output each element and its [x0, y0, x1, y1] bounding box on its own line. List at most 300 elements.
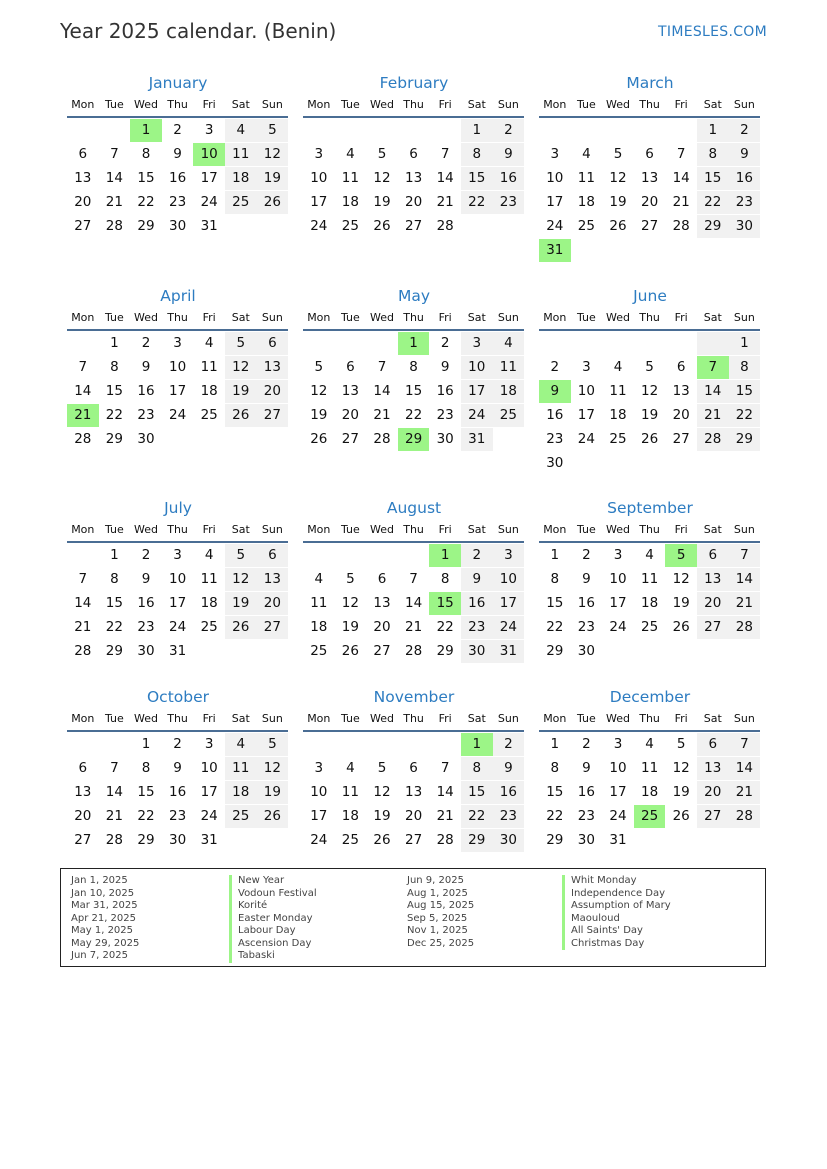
- day-cell: 22: [137, 808, 155, 824]
- day-cell: 24: [168, 407, 187, 423]
- legend-date: Aug 1, 2025: [407, 887, 468, 899]
- day-cell: 17: [461, 380, 493, 403]
- day-cell: 23: [137, 407, 155, 423]
- day-cell: 12: [373, 784, 391, 800]
- day-cell: 6: [697, 733, 729, 756]
- weekday-header: Fri: [193, 94, 225, 118]
- weekday-header: Tue: [99, 519, 131, 543]
- day-cell: 31: [200, 218, 218, 234]
- holiday-legend: [60, 868, 766, 967]
- day-cell: 19: [257, 781, 289, 804]
- day-cell: 26: [257, 805, 289, 828]
- day-cell: 26: [640, 431, 659, 447]
- day-cell: 7: [78, 571, 88, 587]
- day-cell: 6: [257, 544, 289, 567]
- day-cell: 9: [141, 359, 151, 375]
- day-cell: 30: [493, 829, 525, 852]
- day-cell: 23: [577, 808, 595, 824]
- day-cell: 5: [225, 332, 257, 355]
- day-cell: 9: [582, 571, 591, 587]
- empty-day-cell: [429, 119, 461, 142]
- day-cell: 16: [168, 170, 187, 186]
- month-grid: [303, 307, 525, 451]
- day-cell: 29: [137, 218, 155, 234]
- day-cell: 11: [341, 170, 359, 186]
- legend-names-col-1: [229, 875, 317, 963]
- day-cell: 16: [729, 167, 761, 190]
- day-cell: 28: [105, 218, 123, 234]
- weekday-header: Thu: [162, 307, 194, 331]
- day-cell: 13: [74, 784, 92, 800]
- day-cell: 4: [225, 119, 257, 142]
- month-name: October: [146, 688, 210, 706]
- day-cell: 26: [257, 191, 289, 214]
- day-cell: 17: [609, 595, 627, 611]
- day-cell: 17: [546, 194, 564, 210]
- day-cell: 19: [225, 380, 257, 403]
- day-cell: 19: [341, 619, 359, 635]
- month-name: January: [148, 74, 208, 92]
- weekday-header: Wed: [130, 519, 162, 543]
- day-cell: 8: [409, 359, 418, 375]
- day-cell: 14: [74, 383, 92, 399]
- empty-day-cell: [571, 119, 603, 142]
- day-cell: 6: [377, 571, 387, 587]
- day-cell: 7: [110, 146, 119, 162]
- weekday-header: Sun: [729, 519, 761, 543]
- day-cell: 29: [697, 215, 729, 238]
- weekday-header: Sat: [225, 708, 257, 732]
- weekday-header: Sun: [257, 519, 289, 543]
- weekday-header: Mon: [539, 307, 571, 331]
- day-cell: 11: [200, 359, 218, 375]
- day-cell: 20: [697, 592, 729, 615]
- weekday-header: Fri: [665, 94, 697, 118]
- day-cell: 9: [440, 359, 450, 375]
- day-cell: 22: [461, 805, 493, 828]
- day-cell: 14: [105, 784, 123, 800]
- day-cell: 3: [582, 359, 591, 375]
- day-cell: 27: [257, 616, 289, 639]
- day-cell: 23: [137, 619, 155, 635]
- day-cell: 10: [546, 170, 564, 186]
- weekday-header: Tue: [571, 307, 603, 331]
- empty-day-cell: [366, 119, 398, 142]
- legend-holiday-name: Easter Monday: [229, 913, 317, 926]
- day-cell: 9: [493, 757, 525, 780]
- day-cell: 30: [461, 640, 493, 663]
- day-cell: 20: [257, 592, 289, 615]
- weekday-header: Sun: [493, 94, 525, 118]
- day-cell: 18: [341, 808, 359, 824]
- day-cell: 21: [105, 194, 123, 210]
- legend-holiday-name: New Year: [229, 875, 317, 888]
- day-cell: 23: [577, 619, 595, 635]
- day-cell: 24: [493, 616, 525, 639]
- day-cell: 13: [697, 568, 729, 591]
- month-name: September: [607, 499, 693, 517]
- day-cell: 26: [373, 832, 391, 848]
- day-cell: 15: [461, 167, 493, 190]
- month-grid: [539, 519, 761, 663]
- weekday-header: Mon: [303, 307, 335, 331]
- empty-day-cell: [67, 119, 99, 142]
- day-cell: 4: [493, 332, 525, 355]
- holiday-day-cell: 15: [429, 592, 461, 615]
- day-cell: 11: [341, 784, 359, 800]
- day-cell: 28: [105, 832, 123, 848]
- weekday-header: Thu: [162, 519, 194, 543]
- day-cell: 12: [640, 383, 659, 399]
- day-cell: 27: [640, 218, 659, 234]
- day-cell: 25: [577, 218, 595, 234]
- day-cell: 22: [546, 808, 564, 824]
- day-cell: 31: [200, 832, 218, 848]
- day-cell: 27: [257, 404, 289, 427]
- day-cell: 27: [404, 218, 423, 234]
- holiday-day-cell: 10: [193, 143, 225, 166]
- month-0: [67, 72, 289, 238]
- empty-day-cell: [634, 119, 666, 142]
- weekday-header: Tue: [99, 307, 131, 331]
- day-cell: 21: [404, 619, 423, 635]
- weekday-header: Wed: [366, 708, 398, 732]
- weekday-header: Wed: [130, 708, 162, 732]
- day-cell: 24: [168, 619, 187, 635]
- empty-day-cell: [303, 332, 335, 355]
- day-cell: 6: [676, 359, 686, 375]
- weekday-header: Fri: [429, 708, 461, 732]
- month-6: [67, 497, 289, 663]
- empty-day-cell: [398, 544, 430, 567]
- empty-day-cell: [67, 733, 99, 756]
- month-11: [539, 686, 761, 852]
- day-cell: 20: [257, 380, 289, 403]
- legend-date: Dec 25, 2025: [407, 937, 475, 949]
- day-cell: 25: [609, 431, 627, 447]
- day-cell: 6: [409, 760, 418, 776]
- day-cell: 6: [697, 544, 729, 567]
- day-cell: 3: [314, 146, 324, 162]
- day-cell: 18: [640, 784, 659, 800]
- day-cell: 10: [461, 356, 493, 379]
- day-cell: 12: [225, 356, 257, 379]
- day-cell: 6: [78, 146, 88, 162]
- day-cell: 9: [173, 146, 182, 162]
- day-cell: 29: [729, 428, 761, 451]
- day-cell: 26: [310, 431, 328, 447]
- day-cell: 14: [729, 568, 761, 591]
- month-8: [539, 497, 761, 663]
- day-cell: 14: [729, 757, 761, 780]
- day-cell: 25: [200, 407, 218, 423]
- empty-day-cell: [398, 119, 430, 142]
- day-cell: 3: [204, 736, 214, 752]
- legend-holiday-name: Labour Day: [229, 925, 317, 938]
- weekday-header: Sat: [225, 519, 257, 543]
- weekday-header: Thu: [162, 94, 194, 118]
- day-cell: 2: [582, 547, 591, 563]
- day-cell: 13: [257, 356, 289, 379]
- day-cell: 18: [310, 619, 328, 635]
- day-cell: 27: [74, 218, 92, 234]
- weekday-header: Sat: [461, 94, 493, 118]
- month-grid: [303, 94, 525, 238]
- day-cell: 21: [373, 407, 391, 423]
- weekday-header: Wed: [130, 94, 162, 118]
- day-cell: 4: [225, 733, 257, 756]
- weekday-header: Sat: [697, 94, 729, 118]
- day-cell: 11: [225, 757, 257, 780]
- month-grid: [539, 708, 761, 852]
- weekday-header: Sat: [225, 94, 257, 118]
- legend-date: Mar 31, 2025: [71, 900, 138, 911]
- day-cell: 17: [200, 784, 218, 800]
- day-cell: 13: [404, 784, 423, 800]
- weekday-header: Tue: [335, 519, 367, 543]
- empty-day-cell: [67, 544, 99, 567]
- day-cell: 24: [609, 808, 627, 824]
- month-name: July: [164, 499, 192, 517]
- weekday-header: Sun: [729, 94, 761, 118]
- legend-dates-col-2: [407, 875, 474, 950]
- day-cell: 8: [110, 571, 119, 587]
- empty-day-cell: [303, 733, 335, 756]
- month-name: April: [160, 287, 196, 305]
- weekday-header: Tue: [571, 94, 603, 118]
- day-cell: 5: [225, 544, 257, 567]
- day-cell: 30: [546, 455, 564, 471]
- weekday-header: Sat: [697, 519, 729, 543]
- day-cell: 10: [609, 571, 627, 587]
- day-cell: 25: [640, 619, 659, 635]
- weekday-header: Mon: [303, 94, 335, 118]
- day-cell: 4: [314, 571, 324, 587]
- day-cell: 7: [676, 146, 686, 162]
- day-cell: 30: [137, 431, 155, 447]
- day-cell: 25: [310, 643, 328, 659]
- day-cell: 17: [200, 170, 218, 186]
- day-cell: 15: [404, 383, 423, 399]
- empty-day-cell: [303, 119, 335, 142]
- holiday-day-cell: 5: [665, 544, 697, 567]
- day-cell: 23: [493, 191, 525, 214]
- day-cell: 13: [697, 757, 729, 780]
- legend-date: May 29, 2025: [71, 937, 140, 949]
- day-cell: 13: [74, 170, 92, 186]
- weekday-header: Sat: [461, 708, 493, 732]
- day-cell: 28: [404, 643, 423, 659]
- day-cell: 29: [105, 643, 123, 659]
- weekday-header: Thu: [398, 708, 430, 732]
- weekday-header: Fri: [665, 708, 697, 732]
- day-cell: 16: [137, 383, 155, 399]
- day-cell: 21: [436, 194, 454, 210]
- holiday-day-cell: 9: [539, 380, 571, 403]
- month-grid: [67, 307, 289, 451]
- weekday-header: Sat: [461, 519, 493, 543]
- empty-day-cell: [67, 332, 99, 355]
- weekday-header: Mon: [539, 708, 571, 732]
- day-cell: 19: [257, 167, 289, 190]
- day-cell: 28: [672, 218, 690, 234]
- day-cell: 15: [461, 781, 493, 804]
- day-cell: 20: [404, 808, 423, 824]
- weekday-header: Wed: [602, 94, 634, 118]
- month-name: August: [386, 499, 442, 517]
- month-4: [303, 285, 525, 451]
- day-cell: 3: [204, 122, 214, 138]
- day-cell: 23: [546, 431, 564, 447]
- weekday-header: Fri: [193, 519, 225, 543]
- day-cell: 30: [577, 643, 595, 659]
- brand-logo-text[interactable]: TIMESLES.COM: [658, 24, 767, 40]
- day-cell: 27: [341, 431, 359, 447]
- month-5: [539, 285, 761, 475]
- day-cell: 24: [200, 194, 218, 210]
- empty-day-cell: [665, 119, 697, 142]
- day-cell: 22: [137, 194, 155, 210]
- day-cell: 3: [173, 547, 182, 563]
- weekday-header: Wed: [602, 519, 634, 543]
- day-cell: 26: [341, 643, 359, 659]
- day-cell: 12: [672, 760, 690, 776]
- day-cell: 13: [373, 595, 391, 611]
- day-cell: 16: [137, 595, 155, 611]
- day-cell: 5: [314, 359, 324, 375]
- day-cell: 24: [577, 431, 595, 447]
- day-cell: 27: [373, 643, 391, 659]
- day-cell: 10: [609, 760, 627, 776]
- day-cell: 26: [672, 619, 690, 635]
- holiday-day-cell: 29: [398, 428, 430, 451]
- month-2: [539, 72, 761, 262]
- empty-day-cell: [335, 544, 367, 567]
- month-1: [303, 72, 525, 238]
- weekday-header: Thu: [634, 708, 666, 732]
- day-cell: 19: [373, 194, 391, 210]
- weekday-header: Thu: [634, 307, 666, 331]
- day-cell: 30: [137, 643, 155, 659]
- month-name: February: [379, 74, 449, 92]
- day-cell: 27: [697, 616, 729, 639]
- day-cell: 15: [105, 595, 123, 611]
- legend-date: Nov 1, 2025: [407, 925, 468, 936]
- day-cell: 16: [493, 167, 525, 190]
- weekday-header: Sun: [729, 708, 761, 732]
- weekday-header: Fri: [665, 307, 697, 331]
- weekday-header: Mon: [539, 519, 571, 543]
- day-cell: 23: [729, 191, 761, 214]
- day-cell: 30: [168, 832, 187, 848]
- day-cell: 24: [461, 404, 493, 427]
- day-cell: 3: [493, 544, 525, 567]
- day-cell: 5: [257, 119, 289, 142]
- day-cell: 21: [729, 592, 761, 615]
- day-cell: 12: [225, 568, 257, 591]
- month-name: November: [373, 688, 455, 706]
- day-cell: 10: [168, 571, 187, 587]
- day-cell: 8: [110, 359, 119, 375]
- day-cell: 19: [225, 592, 257, 615]
- weekday-header: Wed: [602, 708, 634, 732]
- weekday-header: Mon: [303, 519, 335, 543]
- day-cell: 15: [137, 784, 155, 800]
- month-grid: [539, 94, 761, 262]
- day-cell: 18: [609, 407, 627, 423]
- day-cell: 8: [550, 571, 560, 587]
- legend-holiday-name: Korité: [229, 900, 317, 913]
- weekday-header: Sat: [461, 307, 493, 331]
- day-cell: 18: [225, 167, 257, 190]
- day-cell: 2: [440, 335, 450, 351]
- weekday-header: Sat: [225, 307, 257, 331]
- day-cell: 15: [105, 383, 123, 399]
- day-cell: 7: [409, 571, 418, 587]
- day-cell: 16: [461, 592, 493, 615]
- day-cell: 7: [440, 760, 450, 776]
- month-grid: [303, 708, 525, 852]
- legend-holiday-name: Assumption of Mary: [562, 900, 671, 913]
- legend-holiday-name: All Saints' Day: [562, 925, 671, 938]
- day-cell: 28: [729, 805, 761, 828]
- month-9: [67, 686, 289, 852]
- day-cell: 14: [436, 784, 454, 800]
- day-cell: 6: [409, 146, 418, 162]
- day-cell: 12: [373, 170, 391, 186]
- day-cell: 3: [613, 547, 623, 563]
- day-cell: 6: [78, 760, 88, 776]
- page-title: Year 2025 calendar. (Benin): [60, 19, 337, 43]
- legend-dates-col-1: [71, 875, 139, 963]
- day-cell: 18: [200, 383, 218, 399]
- day-cell: 24: [310, 832, 328, 848]
- day-cell: 17: [168, 383, 187, 399]
- day-cell: 12: [310, 383, 328, 399]
- day-cell: 10: [310, 170, 328, 186]
- holiday-day-cell: 31: [539, 239, 571, 262]
- empty-day-cell: [303, 544, 335, 567]
- day-cell: 18: [200, 595, 218, 611]
- day-cell: 27: [672, 431, 690, 447]
- weekday-header: Wed: [366, 519, 398, 543]
- day-cell: 16: [577, 595, 595, 611]
- weekday-header: Fri: [193, 307, 225, 331]
- day-cell: 20: [373, 619, 391, 635]
- holiday-day-cell: 1: [130, 119, 162, 142]
- day-cell: 4: [346, 760, 355, 776]
- day-cell: 18: [225, 781, 257, 804]
- day-cell: 20: [640, 194, 659, 210]
- day-cell: 3: [550, 146, 560, 162]
- month-name: May: [397, 287, 431, 305]
- day-cell: 25: [341, 218, 359, 234]
- day-cell: 3: [461, 332, 493, 355]
- day-cell: 17: [577, 407, 595, 423]
- empty-day-cell: [366, 332, 398, 355]
- day-cell: 28: [436, 218, 454, 234]
- day-cell: 12: [609, 170, 627, 186]
- legend-holiday-name: Tabaski: [229, 950, 317, 963]
- day-cell: 2: [173, 736, 182, 752]
- day-cell: 26: [672, 808, 690, 824]
- day-cell: 14: [404, 595, 423, 611]
- legend-holiday-name: Christmas Day: [562, 938, 671, 951]
- empty-day-cell: [539, 119, 571, 142]
- day-cell: 6: [346, 359, 355, 375]
- day-cell: 7: [78, 359, 88, 375]
- weekday-header: Thu: [162, 708, 194, 732]
